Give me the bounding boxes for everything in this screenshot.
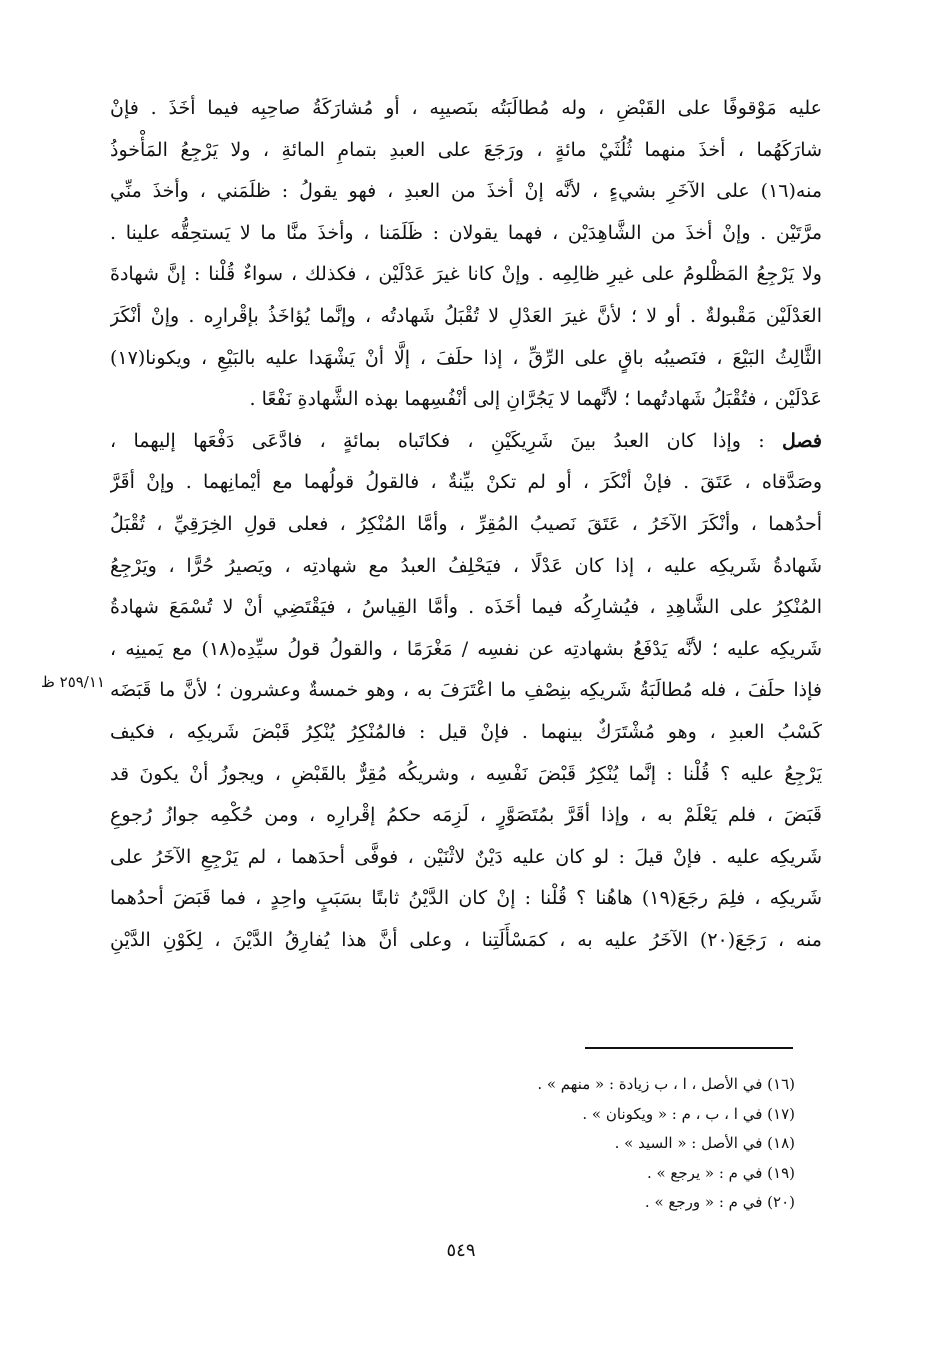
text-line: أحدُهما ، وأنْكَرَ الآخَرُ ، عَتَقَ نَصيبُ المُقِرِّ ، وأمَّا المُنْكِرُ ، فعلى قولِ الخِرَقِيِّ ، تُقْبَلُ: [110, 512, 822, 535]
footnote: (١٧) في ا ، ب ، م : « ويكونان » .: [582, 1104, 795, 1123]
text-line: وصَدَّقاه ، عَتَقَ . فإنْ أنْكَرَ ، أو لم تكنْ بيِّنةٌ ، فالقولُ قولُهما مع أيْمانِهما . وإنْ أقَرَّ: [110, 471, 822, 494]
section-label: فصل: [782, 429, 822, 452]
text-line: شَريكِه عليه ؛ لأنَّه يَدْفَعُ بشهادتِه عن نفسِه / مَغْرَمًا ، والقولُ قولُ سيِّدِه(١٨) مع يَمينِه ،: [110, 637, 822, 660]
footnote: (١٦) في الأصل ، ا ، ب زيادة : « منهم » .: [537, 1075, 795, 1093]
footnote-separator: [585, 1047, 793, 1049]
section-heading-line: [110, 421, 822, 463]
text-line: كَسْبُ العبدِ ، وهو مُشْتَرَكٌ بينهما . فإنْ قيل : فالمُنْكِرُ يُنْكِرُ قَبْضَ شَريكِه ، فكيف: [110, 720, 822, 743]
margin-reference: ٢٥٩/١١ ظ: [41, 673, 105, 691]
text-line: يَرْجِعُ عليه ؟ قُلْنا : إنَّما يُنْكِرُ قَبْضَ نَفْسِه ، وشريكُه مُقِرٌّ بالقَبْضِ ، ويجوزُ أنْ يكونَ قد: [110, 762, 822, 785]
text-line: منه ، رَجَعَ(٢٠) الآخَرُ عليه به ، كمَسْأَلَتِنا ، وعلى أنَّ هذا يُفارِقُ الدَّيْنَ ، لِكَوْنِ الدَّيْنِ: [110, 928, 822, 951]
section-first-line: : وإذا كان العبدُ بينَ شَرِيكَيْنِ ، فكاتَباه بمائةٍ ، فادَّعَى دَفْعَها إليهما ،: [110, 429, 765, 452]
text-line: مرَّتَيْن . وإنْ أخذَ من الشَّاهِدَيْن ، فهما يقولان : ظَلَمَنا ، وأخذَ منَّا ما لا يَستحِقُّه علينا .: [110, 221, 822, 244]
footnote: (١٩) في م : « يرجع » .: [646, 1163, 795, 1182]
text-line: عليه مَوْقوفًا على القَبْضِ ، وله مُطالَبَتُه بنَصيبِه ، أو مُشارَكَةُ صاحِبِه فيما أخَذَ . فإنْ: [110, 97, 822, 119]
text-line: قَبَضَ ، فلم يَعْلَمْ به ، وإذا أقَرَّ بمُتَصَوَّرٍ ، لَزِمَه حكمُ إقْرارِه ، ومن حُكْمِه جوازُ رُجوعِ: [110, 804, 822, 827]
text-line: عَدْلَيْن ، فتُقْبَلُ شَهادتُهما ؛ لأنَّهما لا يَجُرَّانِ إلى أنْفُسِهما بهذه الشَّهادةِ نَفْعًا .: [249, 388, 822, 411]
text-line: شارَكَهُما ، أخذَ منهما ثُلُثَيْ مائةٍ ، ورَجَعَ على العبدِ بتمامِ المائةِ ، ولا يَرْجِعُ المَأْخوذُ: [110, 138, 822, 161]
main-text: [110, 88, 822, 961]
text-line: ولا يَرْجِعُ المَظْلومُ على غيرِ ظالِمِه . وإنْ كانا غيرَ عَدْلَيْن ، فكذلك ، سواءٌ قُلْنا : إنَّ شهادةَ: [110, 263, 822, 286]
text-line: المُنْكِرُ على الشَّاهِدِ ، فيُشارِكُه فيما أخَذَه . وأمَّا القِياسُ ، فيَقْتَضِي أنْ لا تُسْمَعَ شهادةُ: [110, 596, 822, 619]
text-line: شَريكِه ، فلِمَ رجَعَ(١٩) هاهُنا ؟ قُلْنا : إنْ كان الدَّيْنُ ثابتًا بسَبَبٍ واحِدٍ ، فما قَبَضَ أحدُهما: [110, 887, 822, 910]
text-line: شَريكِه عليه . فإنْ قيلَ : لو كان عليه دَيْنٌ لاثْنَيْن ، فوفَّى أحدَهما ، لم يَرْجِعِ الآخَرُ على: [110, 845, 822, 868]
text-line: الثَّالِثُ البَيْعَ ، فنَصيبُه باقٍ على الرِّقِّ ، إذا حلَفَ ، إلَّا أنْ يَشْهَدا عليه بالبَيْعِ ، ويكونا(١٧): [110, 346, 822, 369]
text-line: شَهادةُ شَريكِه عليه ، إذا كان عَدْلًا ، فيَحْلِفُ العبدُ مع شهادتِه ، ويَصيرُ حُرًّا ، ويَرْجِعُ: [110, 554, 822, 577]
text-line: فإذا حلَفَ ، فله مُطالَبَةُ شَريكِه بنِصْفِ ما اعْتَرَفَ به ، وهو خمسةٌ وعشرون ؛ لأنَّ ما قَبَضَه: [110, 679, 822, 702]
footnote: (١٨) في الأصل : « السيد » .: [614, 1134, 795, 1152]
text-line: منه(١٦) على الآخَرِ بشيءٍ ، لأنَّه إنْ أخذَ من العبدِ ، فهو يقولُ : ظلَمَني ، وأخذَ منِّي: [110, 180, 822, 203]
page-number: ٥٤٩: [446, 1240, 476, 1261]
footnotes: [420, 1070, 795, 1218]
text-line: العَدْلَيْن مَقْبولةٌ . أو لا ؛ لأنَّ غيرَ العَدْلِ لا تُقْبَلُ شَهادتُه ، وإنَّما يُؤاخَذُ بإقْرارِه . وإنْ أنْكَرَ: [110, 304, 822, 327]
footnote: (٢٠) في م : « ورجع » .: [644, 1193, 795, 1211]
